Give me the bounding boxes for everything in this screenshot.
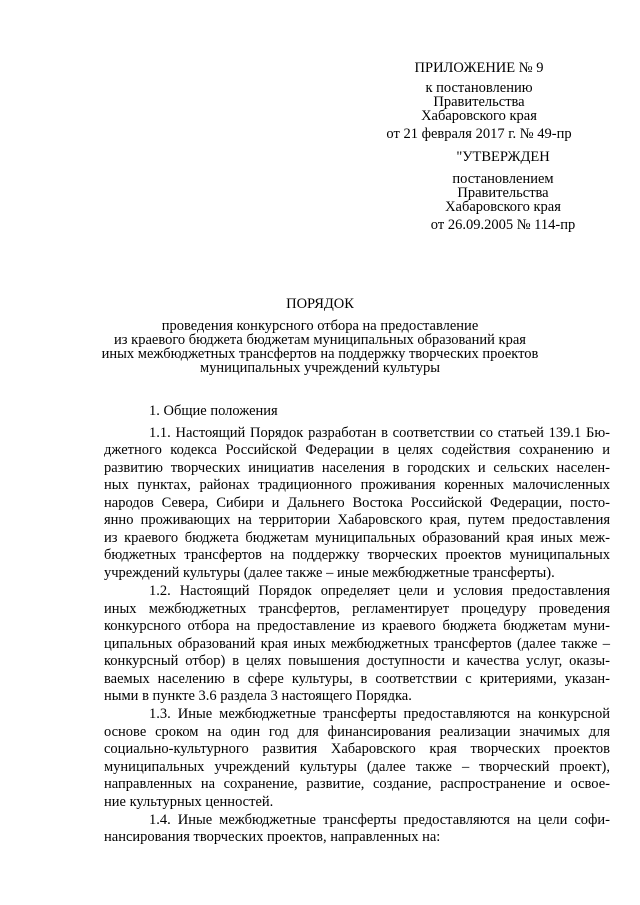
text-line: 1.3. Иные межбюджетные трансферты предоставляются на конкурсной [149, 706, 610, 722]
approved-line-4: от 26.09.2005 № 114-пр [430, 217, 576, 233]
text-line: ных пунктах, районах традиционного проживания коренных малочисленных [104, 477, 610, 493]
text-line: янно проживающих на территории Хабаровского края, путем предоставления [104, 512, 610, 528]
section-heading: 1. Общие положения [149, 403, 278, 419]
text-line: бюджетных трансфертов на поддержку творческих проектов муниципальных [104, 547, 610, 563]
text-line: основе сроком на один год для финансирования реализации значимых для [104, 724, 610, 740]
text-line: направленных на сохранение, развитие, создание, распространение и освое- [104, 776, 610, 792]
appendix-line-4: от 21 февраля 2017 г. № 49-пр [386, 126, 572, 142]
text-line: ципальных образований края иных межбюджетных трансфертов (далее также – [104, 636, 610, 652]
approved-title: "УТВЕРЖДЕН [456, 149, 550, 165]
title-sub-4: муниципальных учреждений культуры [199, 360, 441, 376]
title-sub-3: иных межбюджетных трансфертов на поддержку творческих проектов [101, 346, 539, 362]
text-line: конкурсный отбор) в целях повышения доступности и качества услуг, оказы- [104, 653, 610, 669]
appendix-line-3: Хабаровского края [421, 108, 537, 124]
appendix-line-1: к постановлению [425, 80, 533, 96]
text-line: ными в пункте 3.6 раздела 3 настоящего Порядка. [104, 688, 412, 704]
text-line: ваемых населению в сфере культуры, в соответствии с критериями, указан- [104, 671, 610, 687]
approved-line-3: Хабаровского края [445, 199, 561, 215]
text-line: развитию творческих инициатив населения в городских и сельских населен- [104, 460, 610, 476]
text-line: из краевого бюджета бюджетам муниципальных образований края иных меж- [104, 530, 610, 546]
text-line: учреждений культуры (далее также – иные межбюджетные трансферты). [104, 565, 555, 581]
title-sub-2: из краевого бюджета бюджетам муниципальных образований края [114, 332, 526, 348]
text-line: джетного кодекса Российской Федерации в целях содействия сохранению и [104, 442, 610, 458]
appendix-title: ПРИЛОЖЕНИЕ № 9 [414, 60, 544, 76]
text-line: 1.1. Настоящий Порядок разработан в соответствии со статьей 139.1 Бю- [149, 425, 610, 441]
title-sub-1: проведения конкурсного отбора на предоставление [161, 318, 479, 334]
text-line: иных межбюджетных трансфертов, регламентирует процедуру проведения [104, 601, 610, 617]
appendix-line-2: Правительства [433, 94, 525, 110]
text-line: социально-культурного развития Хабаровского края творческих проектов [104, 741, 610, 757]
text-line: нансирования творческих проектов, направленных на: [104, 829, 441, 845]
text-line: 1.2. Настоящий Порядок определяет цели и условия предоставления [149, 583, 610, 599]
approved-line-2: Правительства [457, 185, 549, 201]
title-main: ПОРЯДОК [286, 296, 354, 312]
approved-line-1: постановлением [452, 171, 554, 187]
text-line: муниципальных учреждений культуры (далее также – творческий проект), [104, 759, 610, 775]
text-line: ние культурных ценностей. [104, 794, 274, 810]
text-line: конкурсного отбора на предоставление из краевого бюджета бюджетам муни- [104, 618, 610, 634]
text-line: 1.4. Иные межбюджетные трансферты предоставляются на цели софи- [149, 812, 610, 828]
text-line: народов Севера, Сибири и Дальнего Востока Российской Федерации, посто- [104, 495, 610, 511]
